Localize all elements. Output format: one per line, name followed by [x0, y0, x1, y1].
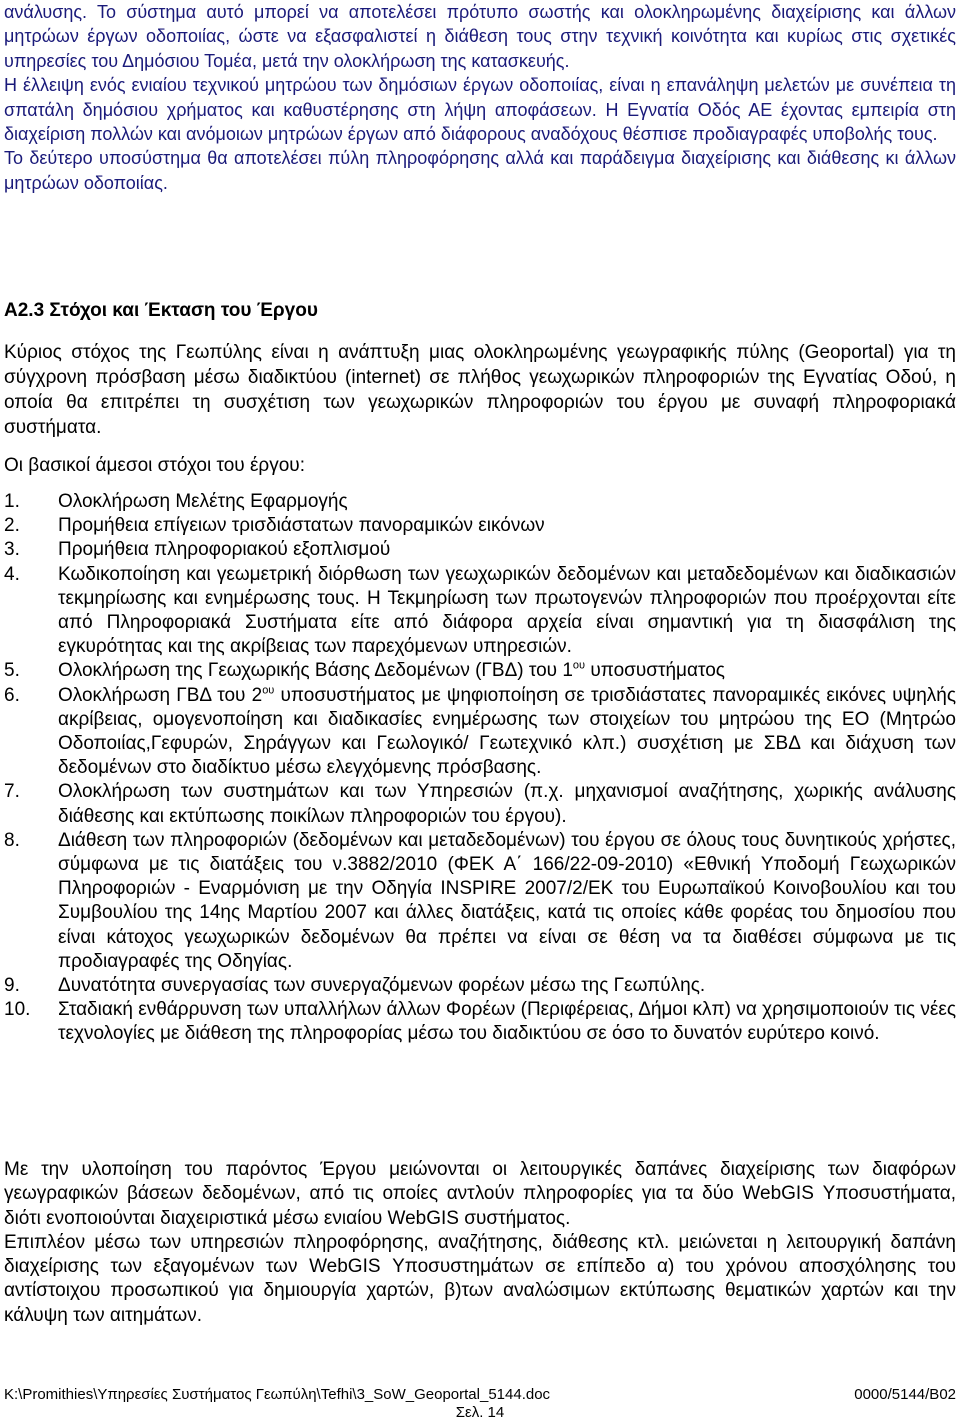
- list-item: [4, 684, 956, 781]
- bottom-text-block: [4, 1158, 956, 1328]
- list-item: [4, 514, 956, 538]
- list-number: 1.: [4, 491, 20, 512]
- list-item: [4, 829, 956, 974]
- list-text: Διάθεση των πληροφοριών (δεδομένων και μεταδεδομένων) του έργου σε όλους τους δυνητικούς χρήστες, σύμφωνα με τις διατάξεις του ν.3882/2010 (ΦΕΚ Α΄ 166/22-09-2010) «Εθνική Υποδομή Γεωχωρικών Πληροφοριών - Εναρμόνιση με την Οδηγία INSPIRE 2007/2/ΕΚ του Ευρωπαϊκού Κοινοβουλίου και του Συμβουλίου της 14ης Μαρτίου 2007 και άλλες διατάξεις, κατά τις οποίες κάθε φορέας του δημοσίου που είναι κάτοχος γεωχωρικών δεδομένων θα πρέπει να είναι σε θέση να τα διαθέσει σύμφωνα με τις προδιαγραφές της Οδηγίας.: [58, 829, 956, 972]
- list-item: [4, 974, 956, 998]
- list-text: Ολοκλήρωση Μελέτης Εφαρμογής: [58, 491, 348, 512]
- list-text: [58, 684, 956, 781]
- list-text: Προμήθεια επίγειων τρισδιάστατων πανοραμικών εικόνων: [58, 515, 545, 537]
- list-number: 2.: [4, 515, 20, 537]
- superscript: ου: [572, 660, 586, 673]
- paragraph-registry-issue: Η έλλειψη ενός ενιαίου τεχνικού μητρώου των δημόσιων έργων οδοποιίας, είναι η επανάληψη μελετών με συνέπεια τη σπατάλη δημόσιου χρήματος και καθυστέρησης στη λήψη αποφάσεων. Η Εγνατία Οδός ΑΕ έχοντας εμπειρία στη διαχείριση πολλών και ανόμοιων μητρώων έργων από διάφορους αναδόχους θέσπισε προδιαγραφές υποβολής τους.: [4, 75, 956, 145]
- footer-page-number: Σελ. 14: [455, 1404, 505, 1421]
- superscript: ου: [262, 684, 275, 697]
- list-text-part: υποσυστήματος με ψηφιοποίηση σε τρισδιάστατες πανοραμικές εικόνες υψηλής ακρίβειας, ομογενοποίηση και διαδικασίες ενημέρωσης των στοιχείων του μητρώου της ΕΟ (Μητρώο Οδοποιίας,Γεφυρών, Σηράγγων και Γεωλογικό/ Γεωτεχνικό κλπ.) συσχέτιση με ΣΒΔ και διάχυση των δεδομένων στο διαδίκτυο μέσω ελεγχόμενης πρόσβασης.: [58, 684, 956, 779]
- page-footer: [4, 1386, 956, 1422]
- list-number: 7.: [4, 781, 20, 803]
- list-item: [4, 780, 956, 828]
- list-text: Σταδιακή ενθάρρυνση των υπαλλήλων άλλων Φορέων (Περιφέρειας, Δήμοι κλπ) να χρησιμοποιούν τις νέες τεχνολογίες με διάθεση της πληροφορίας μέσω του διαδικτύου σε όσο το δυνατόν ευρύτερο κοινό.: [58, 999, 956, 1045]
- list-number: 9.: [4, 975, 20, 997]
- list-item: [4, 538, 956, 562]
- goals-list: [4, 490, 956, 1047]
- section-intro-block: [4, 340, 956, 478]
- top-text-block: [4, 0, 956, 195]
- list-number: 4.: [4, 563, 20, 585]
- footer-file-path: K:\Promithies\Υπηρεσίες Συστήματος Γεωπύλη\Tefhi\3_SoW_Geoportal_5144.doc: [4, 1386, 551, 1403]
- list-item: [4, 659, 956, 683]
- list-text-part: υποσυστήματος: [585, 660, 725, 682]
- list-text-part: Ολοκλήρωση ΓΒΔ του 2: [58, 684, 263, 706]
- goals-heading: Οι βασικοί άμεσοι στόχοι του έργου:: [4, 455, 305, 476]
- list-number: 8.: [4, 829, 20, 851]
- list-number: 5.: [4, 660, 20, 682]
- list-text: Προμήθεια πληροφοριακού εξοπλισμού: [58, 539, 391, 561]
- list-item: [4, 563, 956, 660]
- list-number: 3.: [4, 539, 20, 561]
- list-text: [58, 659, 956, 683]
- paragraph-intro: ανάλυσης. Το σύστημα αυτό μπορεί να αποτελέσει πρότυπο σωστής και ολοκληρωμένης διαχείρισης και άλλων μητρώων έργων οδοποιίας, ώστε να εξασφαλιστεί η διάθεση τους στην τεχνική κοινότητα και κυρίως στις σχετικές υπηρεσίες του Δημόσιου Τομέα, μετά την ολοκλήρωση της κατασκευής.: [4, 2, 956, 71]
- section-title: Α2.3 Στόχοι και Έκταση του Έργου: [4, 300, 318, 321]
- footer-row: [4, 1386, 956, 1404]
- list-text: Δυνατότητα συνεργασίας των συνεργαζόμενων φορέων μέσω της Γεωπύλης.: [58, 975, 706, 997]
- paragraph-additional-savings: Επιπλέον μέσω των υπηρεσιών πληροφόρησης, αναζήτησης, διάθεσης κτλ. μειώνεται η λειτουργική δαπάνη διαχείρισης των εξαγομένων των WebGIS Υποσυστημάτων σε επίπεδο α) του χρόνου αποσχόλησης του αντίστοιχου προσωπικού για δημιουργία χαρτών, β)των αναλώσιμων εκτύπωσης θεματικών χαρτών και την κάλυψη των αιτημάτων.: [4, 1231, 956, 1326]
- footer-document-code: 0000/5144/Β02: [854, 1386, 956, 1403]
- paragraph-main-goal: Κύριος στόχος της Γεωπύλης είναι η ανάπτυξη μιας ολοκληρωμένης γεωγραφικής πύλης (Geoportal) για τη σύγχρονη πρόσβαση μέσω διαδικτύου (internet) σε πλήθος γεωχωρικών πληροφοριών της Εγνατίας Οδού, η οποία θα επιτρέπει τη συσχέτιση των γεωχωρικών πληροφοριών του έργου με συναφή πληροφοριακά συστήματα.: [4, 342, 956, 438]
- paragraph-cost-reduction: Με την υλοποίηση του παρόντος Έργου μειώνονται οι λειτουργικές δαπάνες διαχείρισης των διαφόρων γεωγραφικών βάσεων δεδομένων, από τις οποίες αντλούν πληροφορίες για τα δύο WebGIS Υποσυστήματα, διότι ενοποιούνται διαχειριστικά μέσω ενιαίου WebGIS συστήματος.: [4, 1159, 956, 1229]
- list-number: 10.: [4, 999, 31, 1021]
- list-item: [4, 998, 956, 1046]
- list-text: Κωδικοποίηση και γεωμετρική διόρθωση των γεωχωρικών δεδομένων και μεταδεδομένων και διαδικασιών τεκμηρίωσης και ενημέρωσης τους. Η Τεκμηρίωση των πρωτογενών πληροφοριών που προέρχονται είτε από Πληροφοριακά Συστήματα είτε από διάφορα αρχεία είναι σημαντική για τη διασφάλιση της εγκυρότητας και της ακρίβειας των παρεχόμενων υπηρεσιών.: [58, 563, 956, 658]
- list-item: [4, 490, 956, 514]
- list-text-part: Ολοκλήρωση της Γεωχωρικής Βάσης Δεδομένων (ΓΒΔ) του 1: [58, 660, 573, 682]
- list-text: Ολοκλήρωση των συστημάτων και των Υπηρεσιών (π.χ. μηχανισμοί αναζήτησης, χωρικής ανάλυσης διάθεσης και εκτύπωσης ποικίλων πληροφοριών του έργου).: [58, 781, 956, 827]
- paragraph-second-subsystem: Το δεύτερο υποσύστημα θα αποτελέσει πύλη πληροφόρησης αλλά και παράδειγμα διαχείρισης και διάθεσης κι άλλων μητρώων οδοποιίας.: [4, 148, 956, 193]
- list-number: 6.: [4, 684, 20, 706]
